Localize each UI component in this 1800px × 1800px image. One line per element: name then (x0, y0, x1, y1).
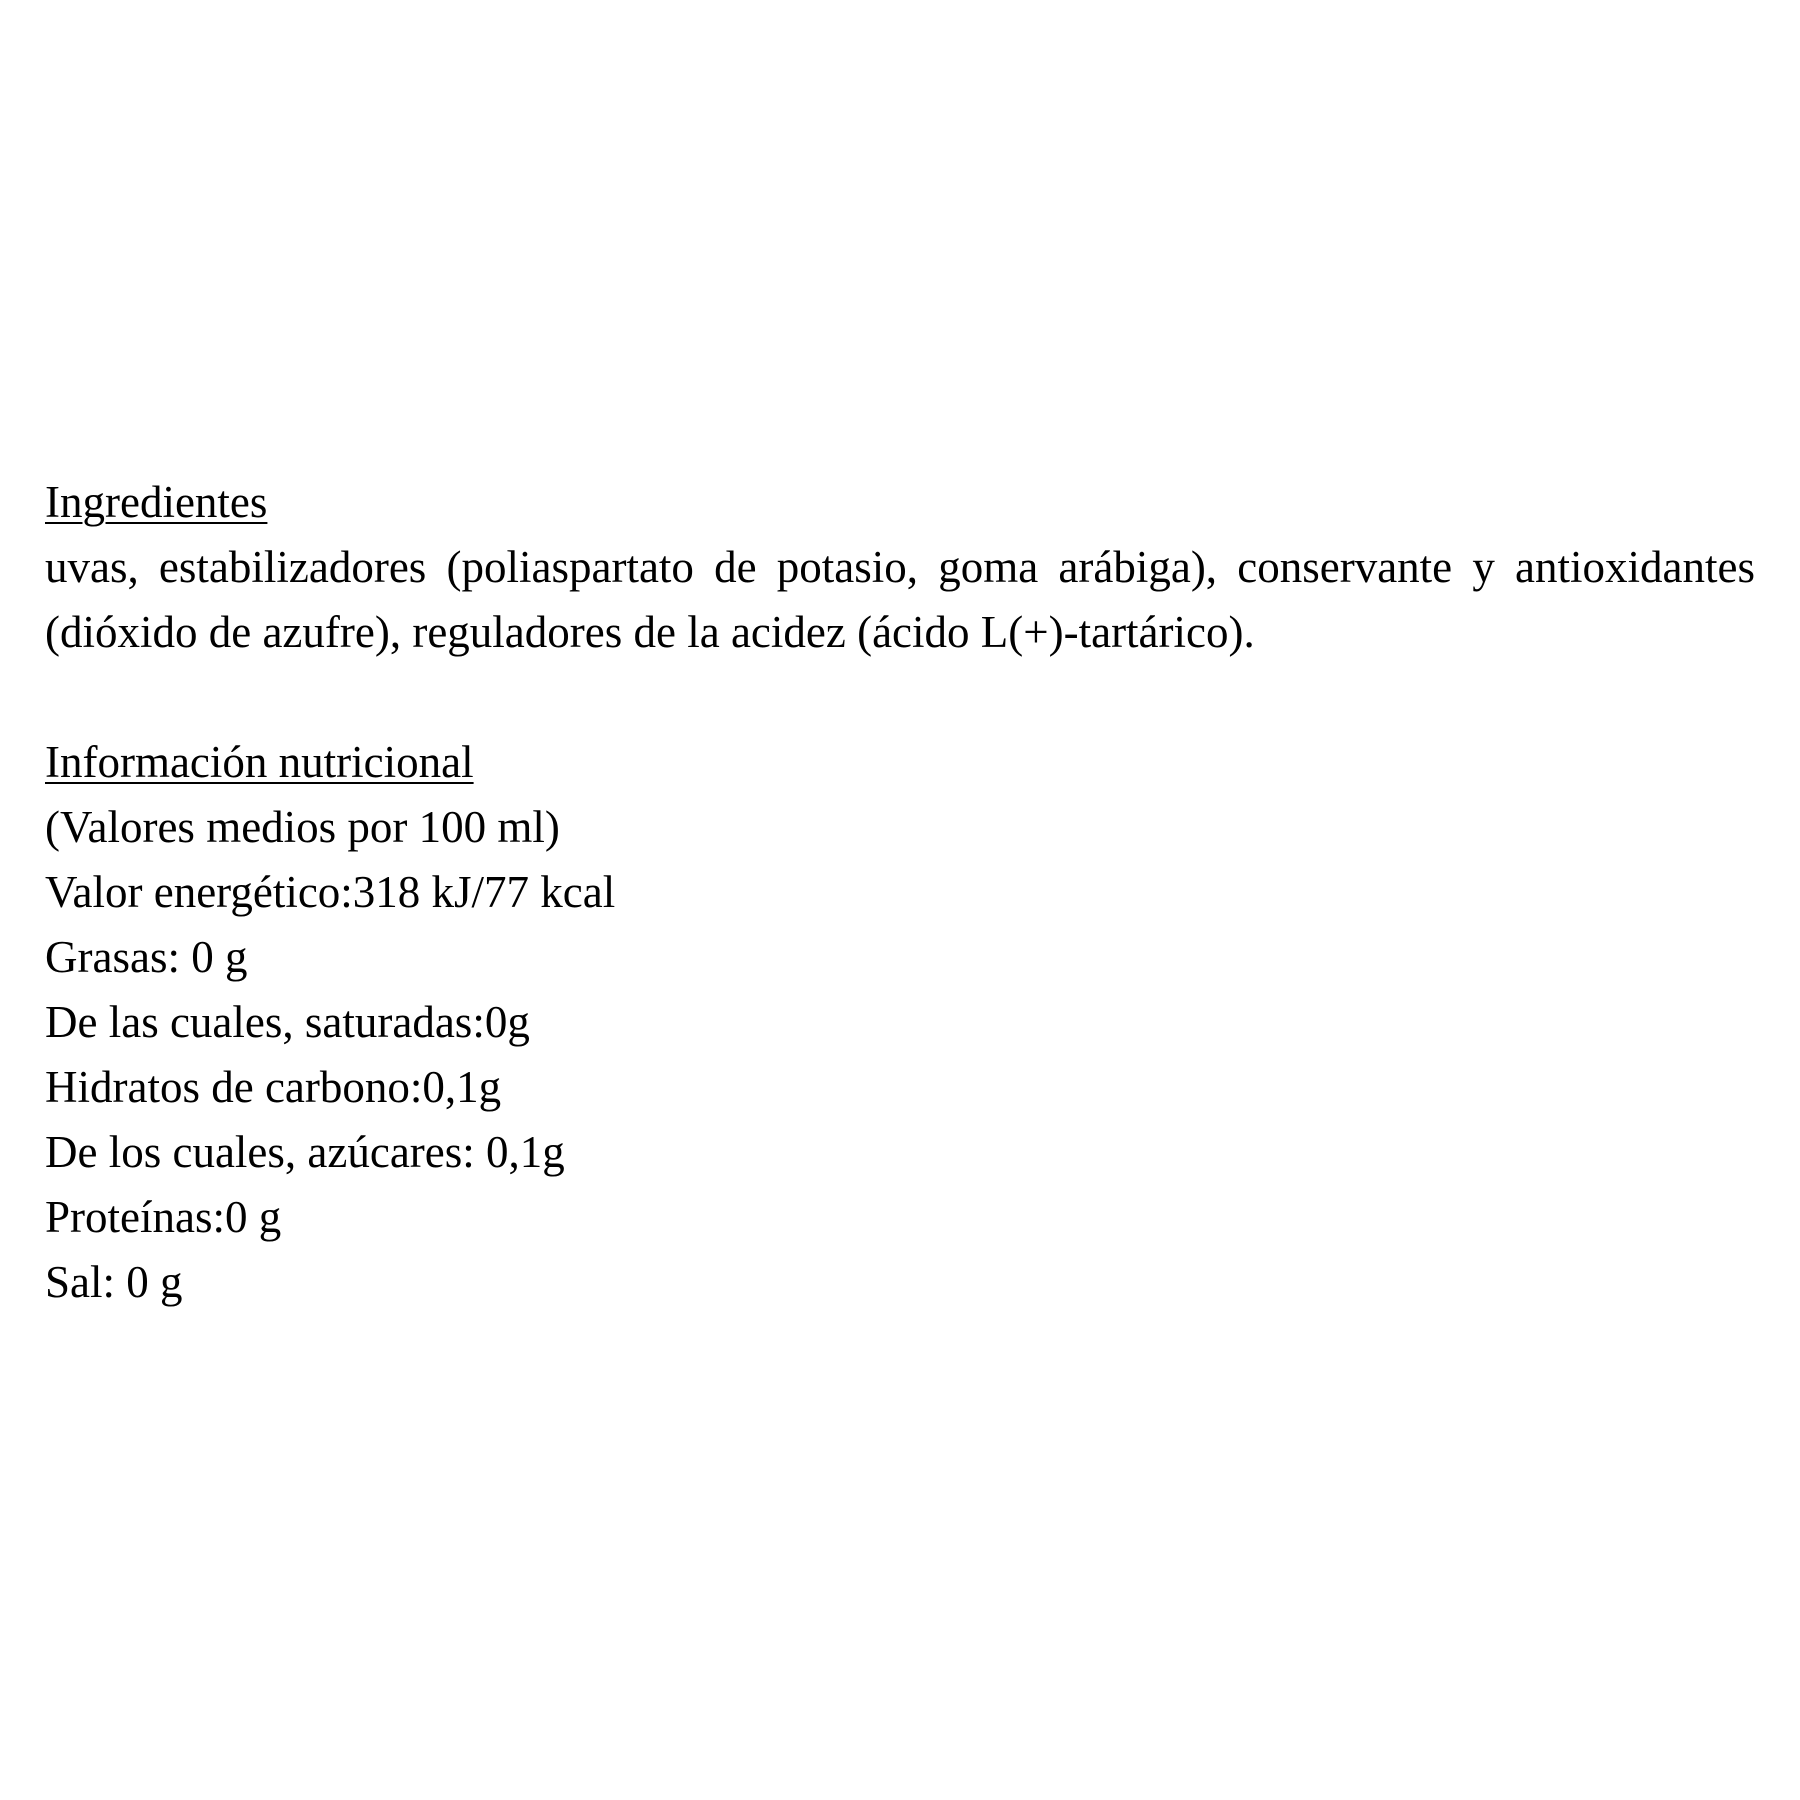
ingredients-heading: Ingredientes (45, 477, 268, 527)
nutrition-heading: Información nutricional (45, 737, 474, 787)
nutrition-basis: (Valores medios por 100 ml) (45, 802, 560, 852)
ingredients-text: uvas, estabilizadores (poliaspartato de potasio, goma arábiga), conservante y antioxidantes (dióxido de azufre), reguladores de la acidez (ácido L(+)-tartárico). (45, 542, 1755, 657)
nutrition-fat: Grasas: 0 g (45, 932, 248, 982)
nutrition-carbohydrates: Hidratos de carbono:0,1g (45, 1062, 502, 1112)
label-document (45, 470, 1755, 1315)
nutrition-saturated-fat: De las cuales, saturadas:0g (45, 997, 530, 1047)
nutrition-salt: Sal: 0 g (45, 1257, 183, 1307)
section-spacer (45, 665, 1755, 730)
nutrition-sugars: De los cuales, azúcares: 0,1g (45, 1127, 565, 1177)
nutrition-energy: Valor energético:318 kJ/77 kcal (45, 867, 616, 917)
nutrition-protein: Proteínas:0 g (45, 1192, 282, 1242)
